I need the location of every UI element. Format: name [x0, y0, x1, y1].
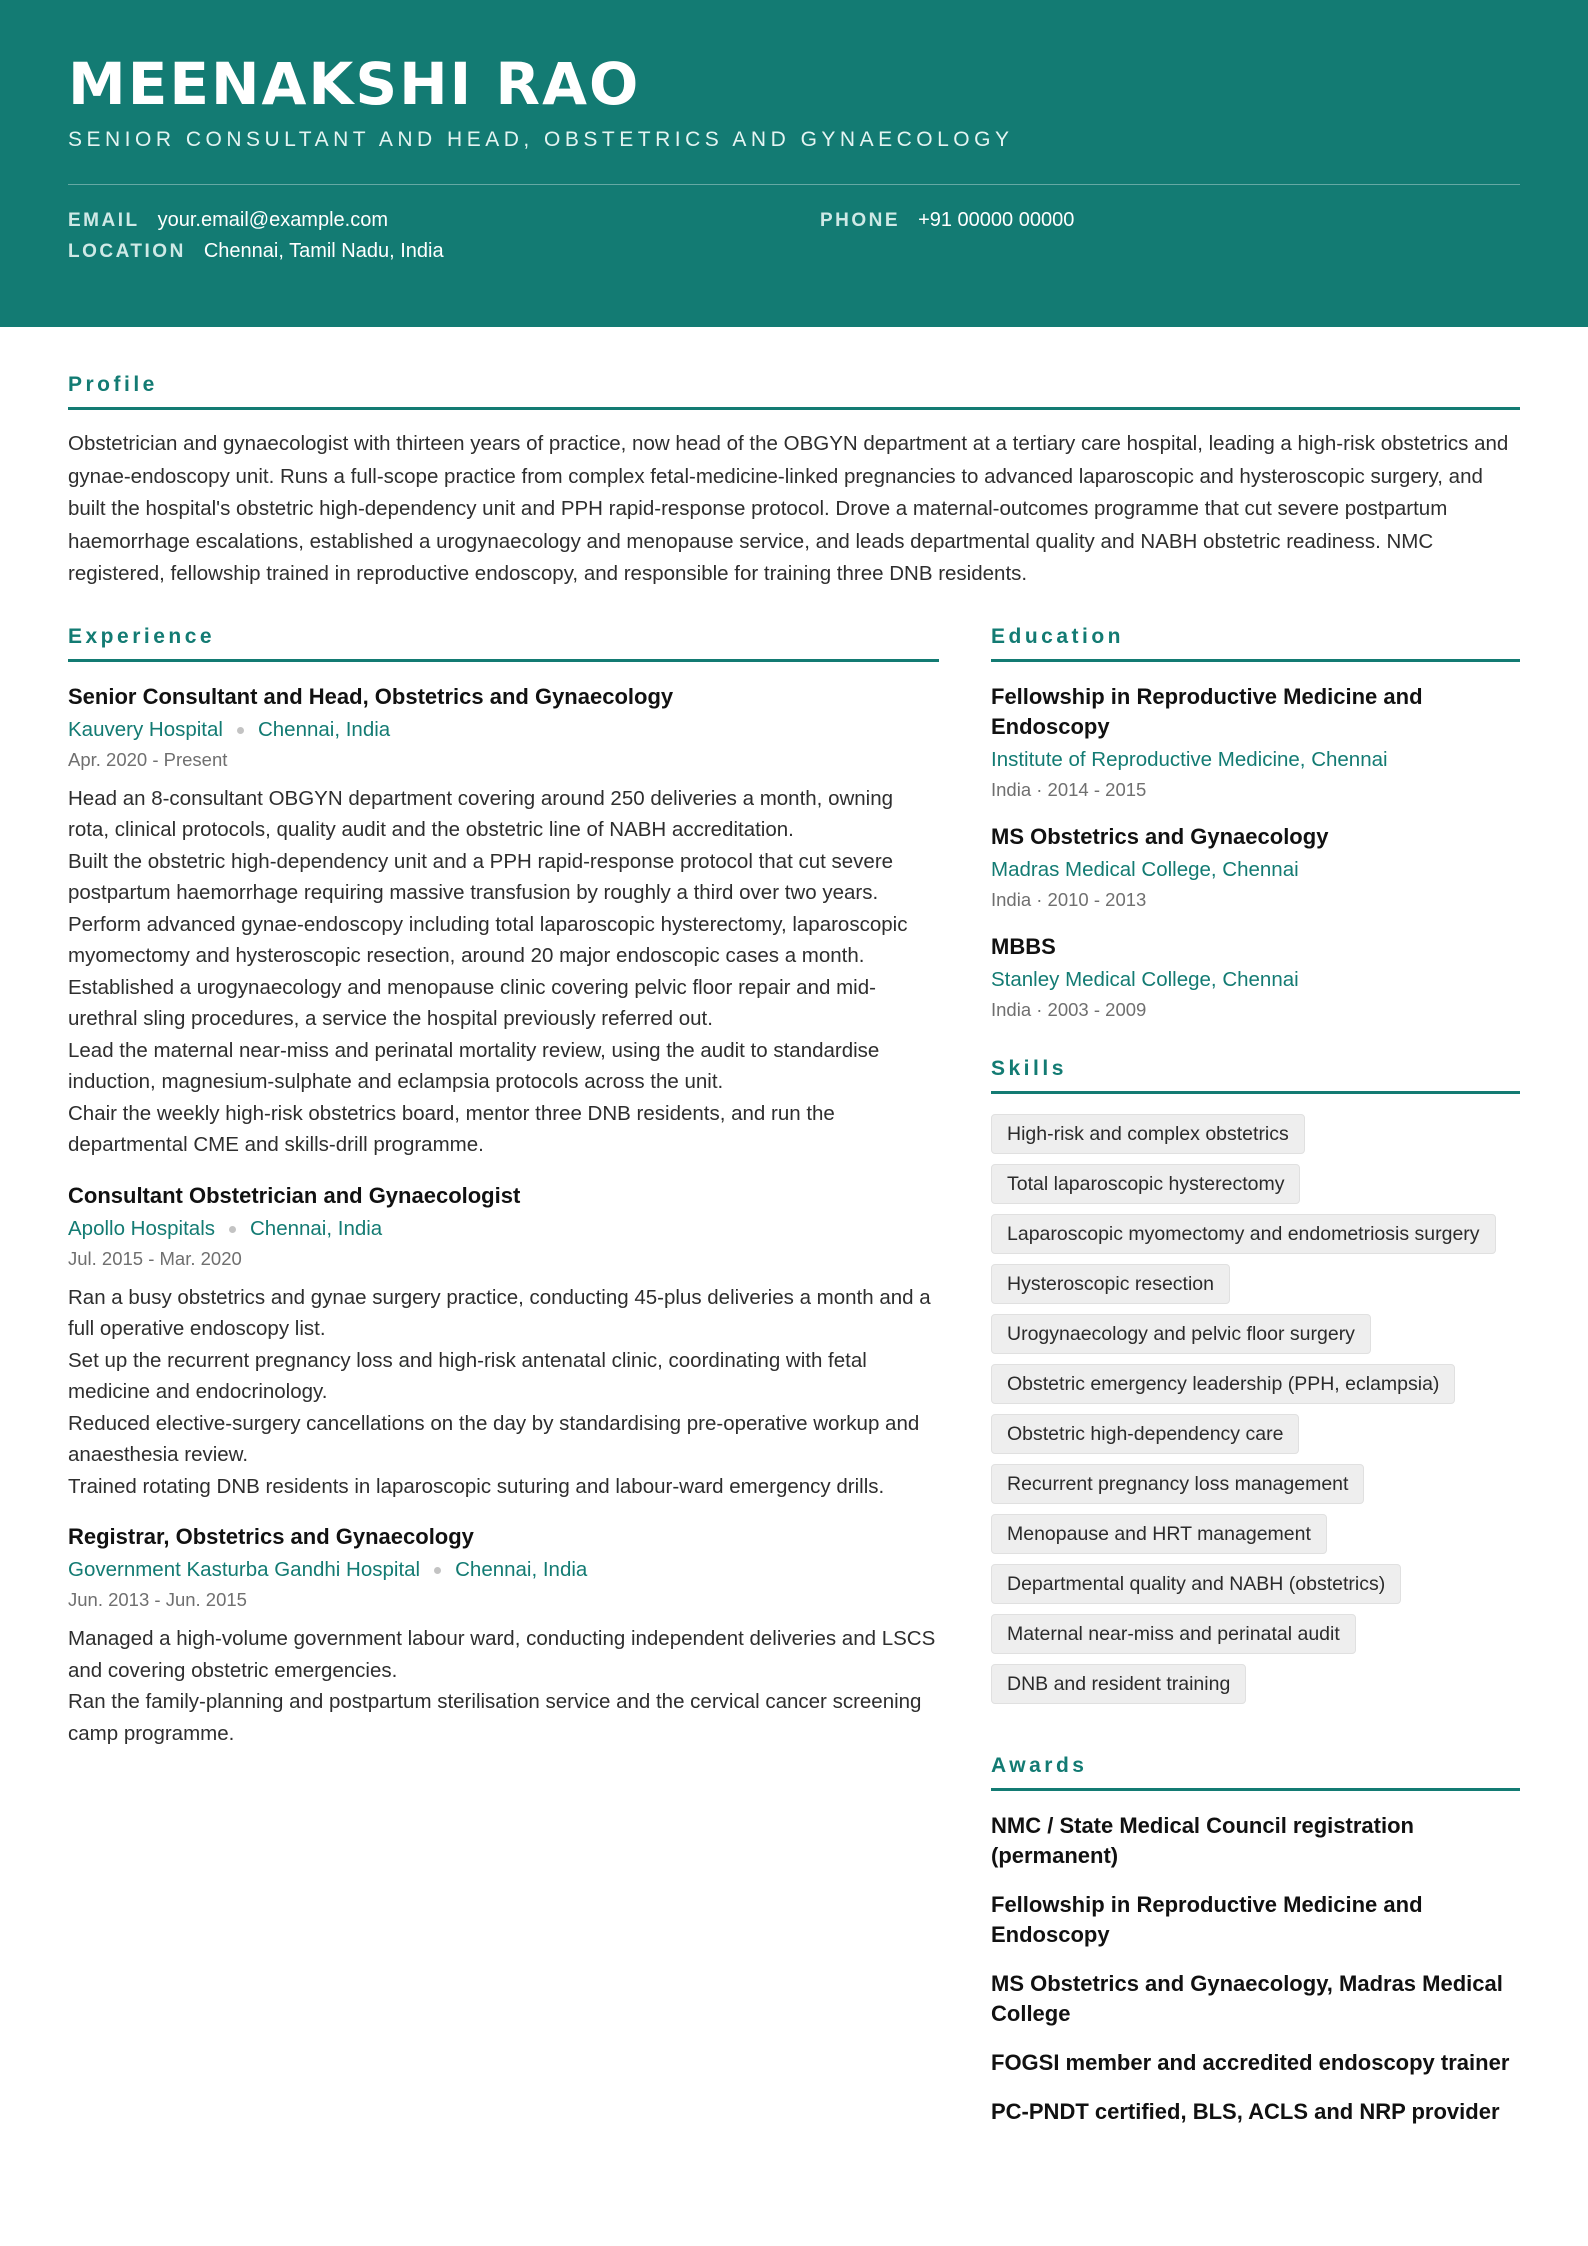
education-details: India · 2010 - 2013 [991, 888, 1147, 910]
section-title-profile: Profile [68, 373, 1520, 410]
skill-chip: Obstetric emergency leadership (PPH, eclampsia) [991, 1364, 1455, 1404]
job-org: Government Kasturba Gandhi Hospital [68, 1558, 421, 1581]
job-bullets [68, 1282, 939, 1503]
job-bullet: Established a urogynaecology and menopause clinic covering pelvic floor repair and mid-urethral sling procedures, a service the hospital previously referred out. [68, 975, 876, 1030]
job-meta [68, 1555, 939, 1585]
header-divider [68, 184, 1520, 185]
right-column [991, 625, 1520, 2146]
job-bullet: Set up the recurrent pregnancy loss and high-risk antenatal clinic, coordinating with fetal medicine and endocrinology. [68, 1348, 867, 1403]
skills-list [991, 1114, 1520, 1704]
skill-chip: Total laparoscopic hysterectomy [991, 1164, 1300, 1204]
separator-dot [434, 1567, 441, 1574]
skill-chip: Recurrent pregnancy loss management [991, 1464, 1364, 1504]
education-degree: MBBS [991, 933, 1056, 959]
education-school: Stanley Medical College, Chennai [991, 967, 1299, 991]
job-bullet: Ran the family-planning and postpartum sterilisation service and the cervical cancer screening camp programme. [68, 1690, 922, 1745]
job-bullets [68, 1623, 939, 1749]
job-bullet: Ran a busy obstetrics and gynae surgery practice, conducting 45-plus deliveries a month and a full operative endoscopy list. [68, 1285, 931, 1340]
skill-chip: Departmental quality and NABH (obstetrics) [991, 1564, 1401, 1604]
job-dates: Jul. 2015 - Mar. 2020 [68, 1247, 242, 1269]
section-title-skills: Skills [991, 1057, 1520, 1094]
job-entry [68, 682, 939, 1161]
skill-chip: Urogynaecology and pelvic floor surgery [991, 1314, 1371, 1354]
section-title-awards: Awards [991, 1754, 1520, 1791]
job-entry [68, 1181, 939, 1503]
email-value[interactable]: your.email@example.com [157, 209, 388, 231]
contact-email [68, 209, 820, 232]
phone-label: PHONE [820, 210, 901, 231]
separator-dot [229, 1226, 236, 1233]
skill-chip: Hysteroscopic resection [991, 1264, 1230, 1304]
education-degree: Fellowship in Reproductive Medicine and Endoscopy [991, 683, 1423, 739]
skill-chip: DNB and resident training [991, 1664, 1246, 1704]
job-org: Kauvery Hospital [68, 717, 223, 741]
left-column [68, 625, 939, 2146]
job-title: Registrar, Obstetrics and Gynaecology [68, 1524, 474, 1549]
candidate-name: MEENAKSHI RAO [68, 50, 641, 118]
job-place: Chennai, India [455, 1558, 588, 1581]
education-details: India · 2003 - 2009 [991, 998, 1147, 1020]
education-degree: MS Obstetrics and Gynaecology [991, 823, 1329, 849]
award-item: PC-PNDT certified, BLS, ACLS and NRP provider [991, 2098, 1500, 2124]
education-details: India · 2014 - 2015 [991, 778, 1147, 800]
skill-chip: Maternal near-miss and perinatal audit [991, 1614, 1356, 1654]
education-entry [991, 932, 1520, 1023]
phone-value[interactable]: +91 00000 00000 [918, 209, 1075, 231]
job-meta [68, 715, 939, 745]
job-meta [68, 1214, 939, 1244]
skill-chip: Menopause and HRT management [991, 1514, 1327, 1554]
education-school: Madras Medical College, Chennai [991, 857, 1299, 881]
job-entry [68, 1522, 939, 1749]
job-bullet: Lead the maternal near-miss and perinatal mortality review, using the audit to standardise induction, magnesium-sulphate and eclampsia protocols across the unit. [68, 1038, 880, 1093]
email-label: EMAIL [68, 210, 140, 231]
skill-chip: Obstetric high-dependency care [991, 1414, 1299, 1454]
award-item: NMC / State Medical Council registration (permanent) [991, 1812, 1414, 1868]
job-org: Apollo Hospitals [68, 1216, 215, 1240]
skill-chip: Laparoscopic myomectomy and endometriosis surgery [991, 1214, 1496, 1254]
education-school: Institute of Reproductive Medicine, Chennai [991, 747, 1388, 771]
awards-list [991, 1811, 1520, 2127]
job-bullet: Built the obstetric high-dependency unit and a PPH rapid-response protocol that cut severe postpartum haemorrhage requiring massive transfusion by roughly a third over two years. [68, 849, 894, 904]
job-title: Senior Consultant and Head, Obstetrics and Gynaecology [68, 683, 674, 709]
contact-location [68, 240, 820, 263]
section-title-experience: Experience [68, 625, 939, 662]
job-bullet: Chair the weekly high-risk obstetrics board, mentor three DNB residents, and run the departmental CME and skills-drill programme. [68, 1101, 835, 1156]
job-bullet: Perform advanced gynae-endoscopy including total laparoscopic hysterectomy, laparoscopic myomectomy and hysteroscopic resection, around 20 major endoscopic cases a month. [68, 912, 908, 967]
contact-phone [820, 209, 1520, 232]
location-label: LOCATION [68, 241, 186, 262]
education-entry [991, 822, 1520, 913]
job-bullet: Trained rotating DNB residents in laparoscopic suturing and labour-ward emergency drills. [68, 1474, 885, 1498]
job-bullet: Head an 8-consultant OBGYN department covering around 250 deliveries a month, owning rota, clinical protocols, quality audit and the obstetric line of NABH accreditation. [68, 786, 894, 841]
candidate-headline: SENIOR CONSULTANT AND HEAD, OBSTETRICS AND GYNAECOLOGY [68, 128, 1014, 151]
profile-summary: Obstetrician and gynaecologist with thirteen years of practice, now head of the OBGYN department at a tertiary care hospital, leading a high-risk obstetrics and gynae-endoscopy unit. Runs a full-scope practice from complex fetal-medicine-linked pregnancies to advanced laparoscopic and hysteroscopic surgery, and built the hospital's obstetric high-dependency unit and PPH rapid-response protocol. Drove a maternal-outcomes programme that cut severe postpartum haemorrhage escalations, established a urogynaecology and menopause service, and leads departmental quality and NABH obstetric readiness. NMC registered, fellowship trained in reproductive endoscopy, and responsible for training three DNB residents. [68, 432, 1509, 585]
awards-section [991, 1754, 1520, 2127]
separator-dot [237, 727, 244, 734]
award-item: FOGSI member and accredited endoscopy trainer [991, 2049, 1510, 2075]
profile-section [68, 327, 1520, 591]
job-title: Consultant Obstetrician and Gynaecologist [68, 1182, 521, 1208]
section-title-education: Education [991, 625, 1520, 662]
contact-info [68, 209, 1520, 263]
two-column-layout [68, 625, 1520, 2146]
award-item: Fellowship in Reproductive Medicine and Endoscopy [991, 1891, 1423, 1947]
resume-header [0, 0, 1588, 327]
skills-section [991, 1057, 1520, 1704]
job-place: Chennai, India [257, 717, 391, 741]
job-bullets [68, 783, 939, 1161]
location-value: Chennai, Tamil Nadu, India [203, 240, 444, 262]
award-item: MS Obstetrics and Gynaecology, Madras Medical College [991, 1970, 1503, 2026]
job-dates: Jun. 2013 - Jun. 2015 [68, 1589, 247, 1610]
skill-chip: High-risk and complex obstetrics [991, 1114, 1305, 1154]
job-dates: Apr. 2020 - Present [68, 748, 228, 770]
job-bullet: Reduced elective-surgery cancellations on the day by standardising pre-operative workup and anaesthesia review. [68, 1411, 920, 1466]
education-entry [991, 682, 1520, 803]
job-bullet: Managed a high-volume government labour ward, conducting independent deliveries and LSCS and covering obstetric emergencies. [68, 1627, 936, 1682]
resume-body [0, 327, 1588, 2146]
job-place: Chennai, India [250, 1216, 383, 1240]
